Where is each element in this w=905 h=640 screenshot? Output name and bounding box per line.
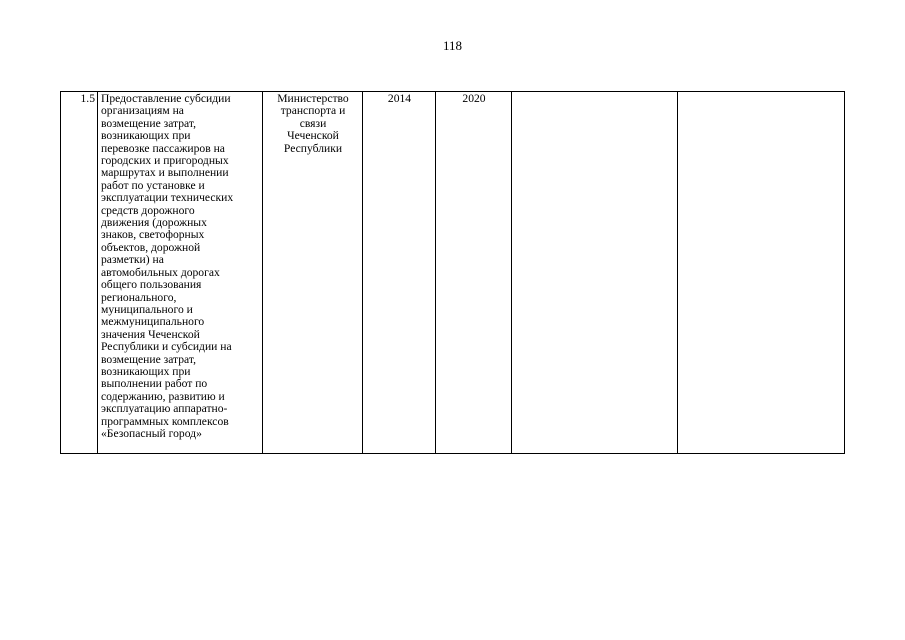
- executor-cell: Министерство транспорта и связи Чеченской Республики: [263, 92, 363, 454]
- measure-description-cell: Предоставление субсидии организациям на возмещение затрат, возникающих при перевозке пассажиров на городских и пригородных маршрутах и выполнении работ по установке и эксплуатации технических средств дорожного движения (дорожных знаков, светофорных объектов, дорожной разметки) на автомобильных дорогах общего пользования регионального, муниципального и межмуниципального значения Чеченской Республики и субсидии на возмещение затрат, возникающих при выполнении работ по содержанию, развитию и эксплуатацию аппаратно- программных комплексов «Безопасный город»: [98, 92, 263, 454]
- row-number-cell: 1.5: [61, 92, 98, 454]
- empty-cell-8: [678, 92, 845, 454]
- page-number: 118: [442, 38, 463, 53]
- empty-cell-7: [512, 92, 678, 454]
- program-table: [60, 91, 845, 454]
- end-year-cell: 2020: [436, 92, 512, 454]
- start-year-cell: 2014: [363, 92, 436, 454]
- table-row: [61, 92, 845, 454]
